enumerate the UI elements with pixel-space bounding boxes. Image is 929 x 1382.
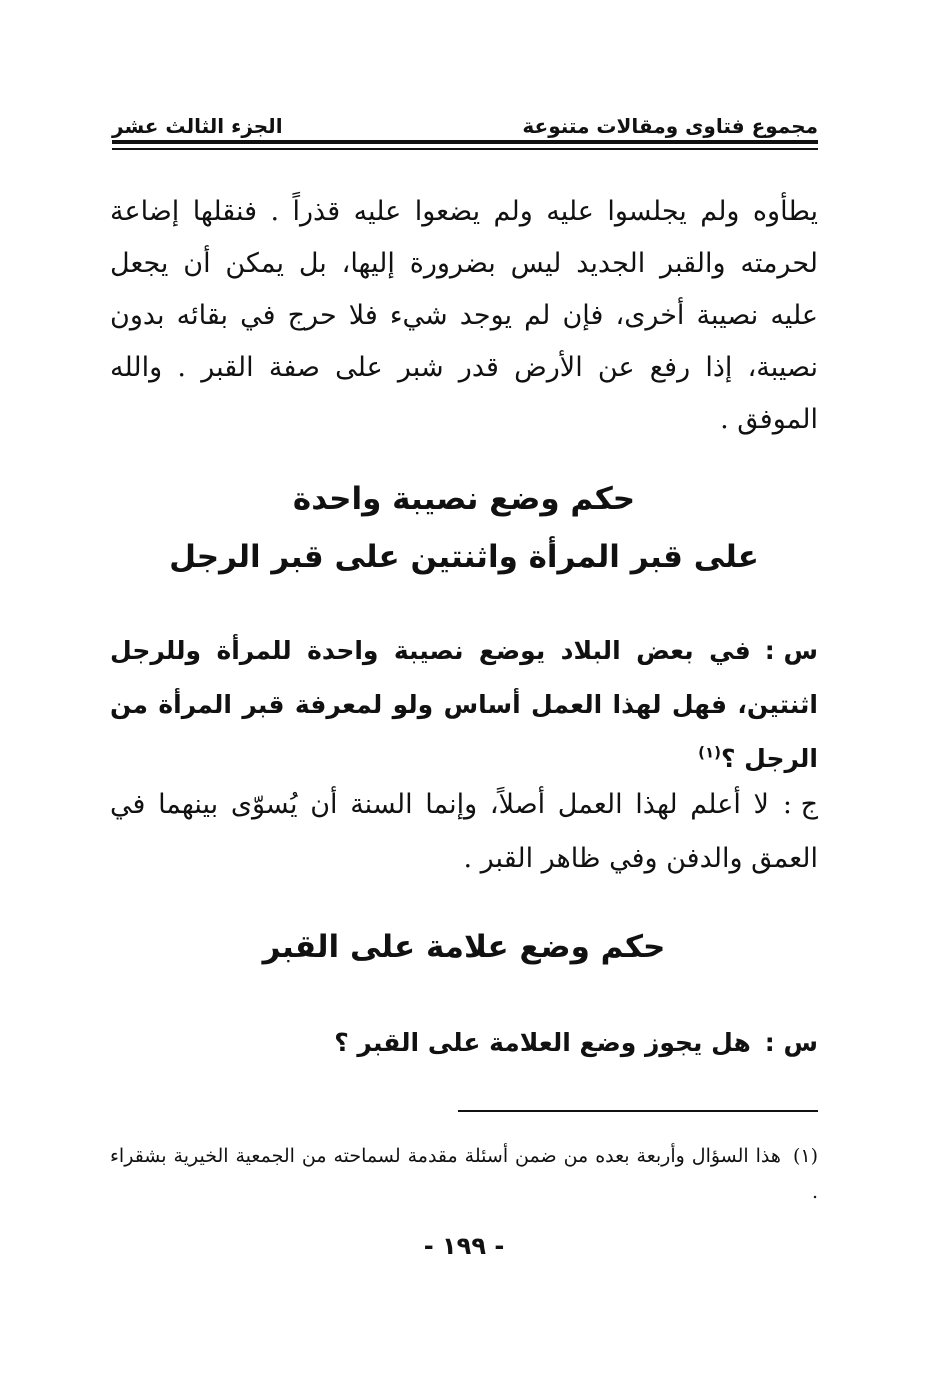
question-text: هل يجوز وضع العلامة على القبر ؟ bbox=[334, 1028, 751, 1057]
section-1-title-line-1: حكم وضع نصيبة واحدة bbox=[292, 481, 636, 517]
question-marker: س : bbox=[764, 1028, 818, 1057]
question-text: في بعض البلاد يوضع نصيبة واحدة للمرأة وللرجل اثنتين، فهل لهذا العمل أساس ولو لمعرفة قبر المرأة من الرجل ؟ bbox=[110, 636, 818, 773]
running-header bbox=[112, 104, 818, 138]
answer-text: لا أعلم لهذا العمل أصلاً، وإنما السنة أن يُسوّى بينهما في العمق والدفن وفي ظاهر القبر . bbox=[110, 789, 818, 874]
header-rule-thin bbox=[112, 148, 818, 150]
answer-marker: ج : bbox=[782, 789, 818, 820]
section-1-answer bbox=[110, 778, 818, 886]
section-1-question bbox=[110, 624, 818, 786]
volume-label: الجزء الثالث عشر bbox=[112, 114, 283, 138]
question-marker: س : bbox=[764, 636, 818, 665]
footnote-text: هذا السؤال وأربعة بعده من ضمن أسئلة مقدمة لسماحته من الجمعية الخيرية بشقراء . bbox=[110, 1145, 818, 1203]
section-1-title-line-2: على قبر المرأة واثنتين على قبر الرجل bbox=[169, 539, 759, 575]
footnote-number: (١) bbox=[792, 1145, 818, 1167]
header-rule-thick bbox=[112, 140, 818, 144]
book-title: مجموع فتاوى ومقالات متنوعة bbox=[522, 114, 818, 138]
intro-paragraph: يطأوه ولم يجلسوا عليه ولم يضعوا عليه قذراً . فنقلها إضاعة لحرمته والقبر الجديد ليس بضرورة إليها، بل يمكن أن يجعل عليه نصيبة أخرى، فإن لم يوجد شيء فلا حرج في بقائه بدون نصيبة، إذا رفع عن الأرض قدر شبر على صفة القبر . والله الموفق . bbox=[110, 196, 818, 435]
footnote-separator bbox=[458, 1110, 818, 1112]
section-2-question bbox=[110, 1016, 818, 1070]
page-number: - ١٩٩ - bbox=[423, 1232, 505, 1260]
section-2-heading: حكم وضع علامة على القبر bbox=[262, 929, 666, 965]
section-1-heading bbox=[110, 470, 818, 586]
footnote bbox=[110, 1138, 818, 1210]
footnote-reference[interactable]: (١) bbox=[698, 743, 721, 762]
